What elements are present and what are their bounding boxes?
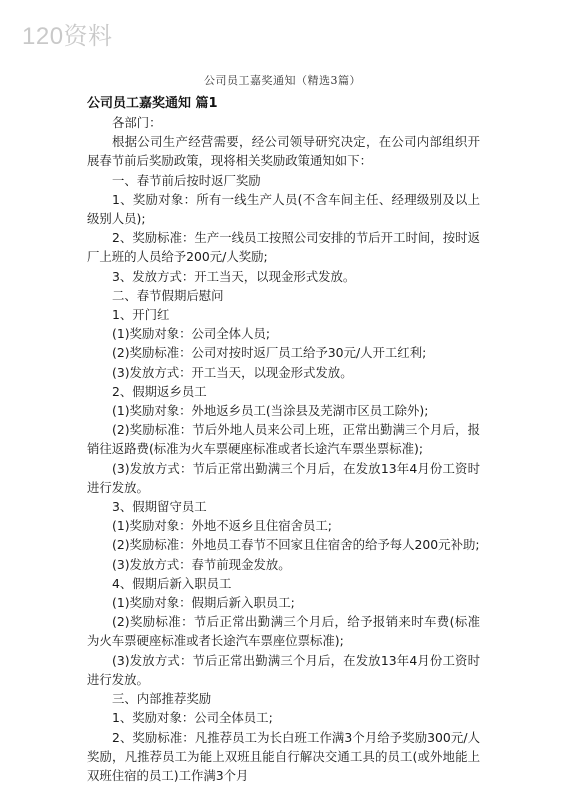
watermark-logo: 120资料 [22,23,113,50]
paragraph: 1、奖励对象：所有一线生产人员(不含车间主任、经理级别及以上级别人员); [87,191,480,227]
paragraph: 1、开门红 [112,307,170,323]
section-heading: 公司员工嘉奖通知 篇1 [87,96,218,111]
paragraph: (1)奖励对象：外地返乡员工(当涂县及芜湖市区员工除外); [112,403,429,419]
paragraph: 2、奖励标准：生产一线员工按照公司安排的节后开工时间，按时返厂上班的人员给予200元/人奖励; [87,230,480,265]
paragraph: (2)奖励标准：公司对按时返厂员工给予30元/人开工红利; [112,345,427,361]
paragraph: (1)奖励对象：公司全体人员; [112,326,271,342]
paragraph: 根据公司生产经营需要，经公司领导研究决定，在公司内部组织开展春节前后奖励政策，现将相关奖励政策通知如下： [87,134,480,169]
paragraph: 各部门： [112,115,162,130]
paragraph: (2)奖励标准：外地员工春节不回家且住宿舍的给予每人200元补助; [112,537,480,553]
paragraph: (3)发放方式：节后正常出勤满三个月后，在发放13年4月份工资时进行发放。 [87,652,480,687]
paragraph: 4、假期后新入职员工 [112,575,232,591]
paragraph: 2、假期返乡员工 [112,383,207,399]
paragraph: 3、发放方式：开工当天，以现金形式发放。 [112,268,356,284]
document-title: 公司员工嘉奖通知（精选3篇） [204,74,361,87]
paragraph: (1)奖励对象：假期后新入职员工; [112,595,295,611]
paragraph: (3)发放方式：节后正常出勤满三个月后，在发放13年4月份工资时进行发放。 [87,460,480,495]
paragraph: (2)奖励标准：节后正常出勤满三个月后，给予报销来时车费(标准为火车票硬座标准或者长途汽车票座位票标准); [87,614,480,649]
paragraph: 二、春节假期后慰问 [112,287,224,303]
paragraph: 2、奖励标准：凡推荐员工为长白班工作满3个月给予奖励300元/人奖励，凡推荐员工为能上双班且能自行解决交通工具的员工(或外地能上双班住宿的员工)工作满3个月 [87,729,480,783]
paragraph: (1)奖励对象：外地不返乡且住宿舍员工; [112,518,332,534]
paragraph: (2)奖励标准：节后外地人员来公司上班，正常出勤满三个月后，报销往返路费(标准为火车票硬座标准或者长途汽车票坐票标准); [87,422,480,457]
paragraph: (3)发放方式：春节前现金发放。 [112,556,291,572]
paragraph: 1、奖励对象：公司全体员工; [112,710,273,726]
paragraph: 3、假期留守员工 [112,499,207,515]
paragraph: 一、春节前后按时返厂奖励 [112,172,261,188]
paragraph: 三、内部推荐奖励 [112,691,212,707]
paragraph: (3)发放方式：开工当天，以现金形式发放。 [112,364,353,380]
document-body [87,94,480,785]
